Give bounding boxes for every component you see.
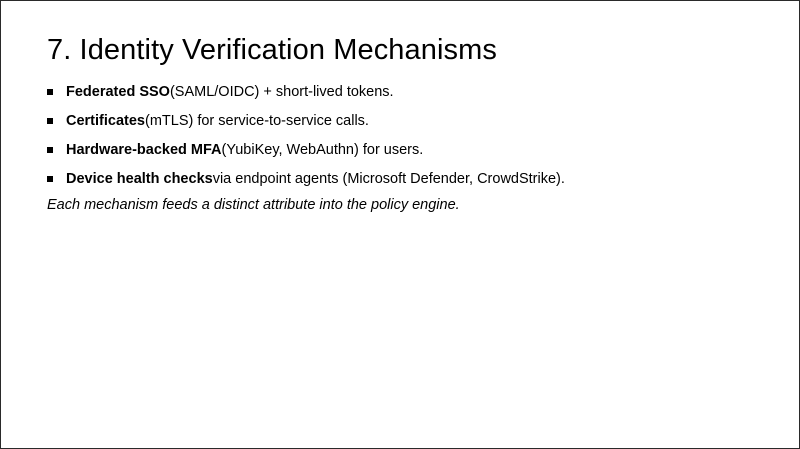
square-bullet-icon (47, 89, 53, 95)
bullet-term: Federated SSO (66, 84, 170, 100)
bullet-item-hardware-mfa (47, 138, 565, 162)
bullet-term: Certificates (66, 113, 145, 129)
bullet-description: via endpoint agents (Microsoft Defender, CrowdStrike). (212, 171, 565, 187)
square-bullet-icon (47, 147, 53, 153)
square-bullet-icon (47, 118, 53, 124)
bullet-description: (SAML/OIDC) + short-lived tokens. (169, 84, 394, 100)
bullet-term: Device health checks (66, 171, 213, 187)
square-bullet-icon (47, 176, 53, 182)
bullet-item-device-health (47, 167, 565, 191)
slide-title: 7. Identity Verification Mechanisms (47, 34, 497, 66)
bullet-list (47, 80, 565, 196)
bullet-item-federated-sso (47, 80, 565, 104)
bullet-description: (YubiKey, WebAuthn) for users. (221, 142, 424, 158)
bullet-term: Hardware-backed MFA (66, 142, 222, 158)
bullet-description: (mTLS) for service-to-service calls. (144, 113, 369, 129)
slide-footnote: Each mechanism feeds a distinct attribute into the policy engine. (47, 197, 460, 213)
bullet-item-certificates (47, 109, 565, 133)
